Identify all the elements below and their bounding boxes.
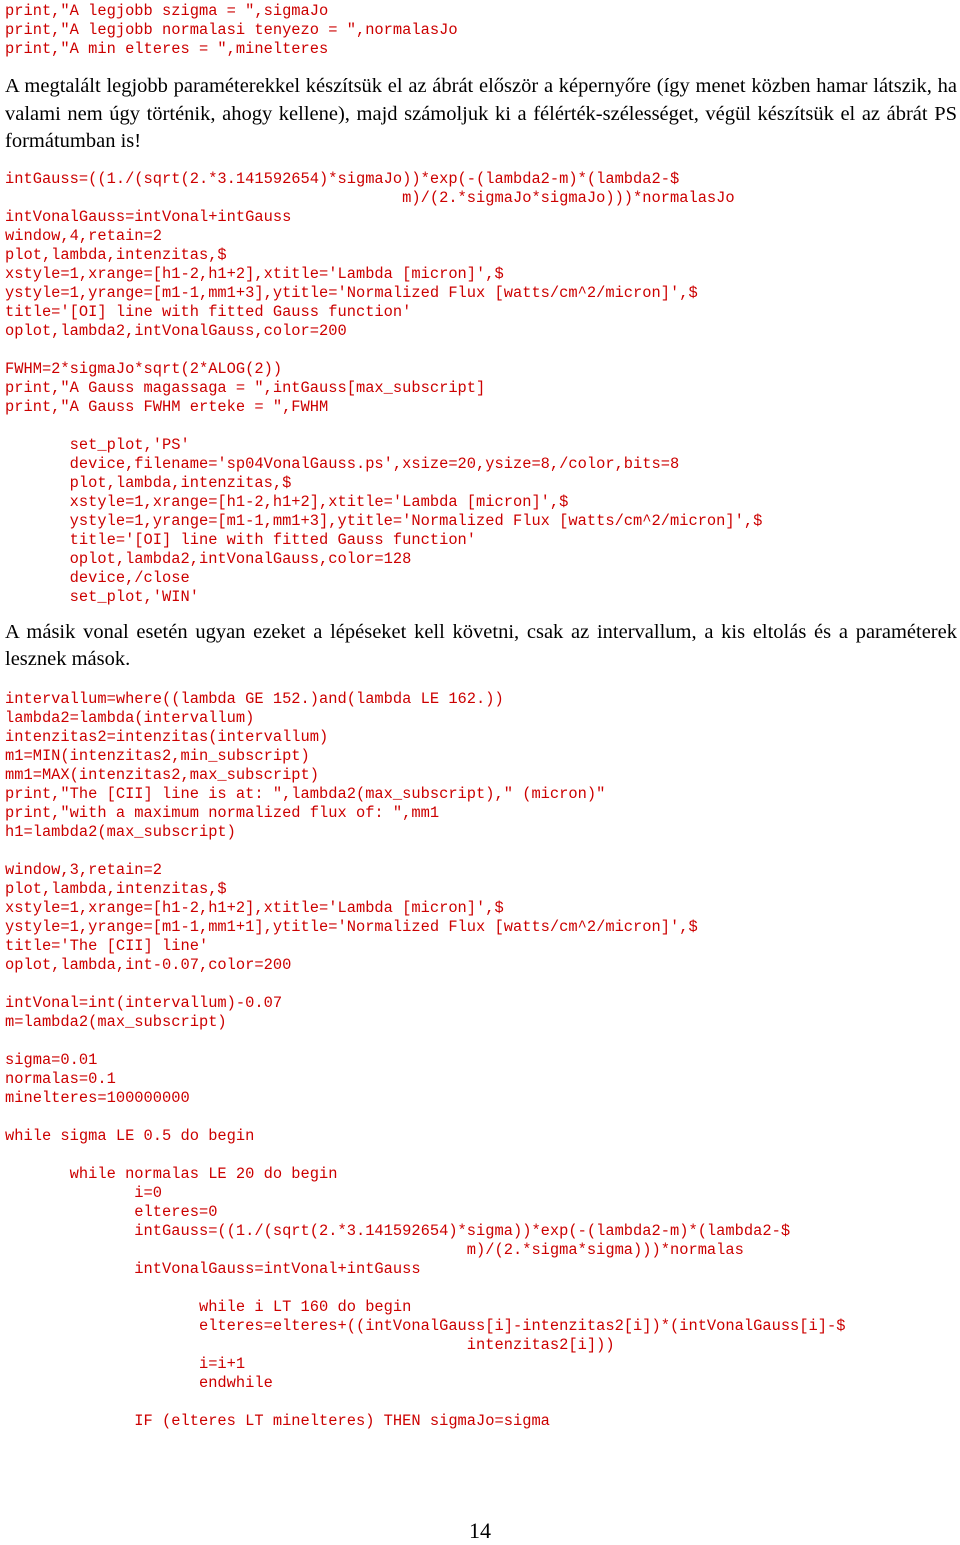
paragraph-other-line: A másik vonal esetén ugyan ezeket a lépéseket kell követni, csak az intervallum, a kis eltolás és a paraméterek lesznek mások.	[5, 620, 957, 670]
page-number: 14	[469, 1518, 491, 1543]
code-block-print-results: print,"A legjobb szigma = ",sigmaJo print,"A legjobb normalasi tenyezo = ",normalasJo print,"A min elteres = ",minelteres	[5, 2, 458, 58]
code-block-cii-fit: intervallum=where((lambda GE 152.)and(lambda LE 162.)) lambda2=lambda(intervallum) intenzitas2=intenzitas(intervallum) m1=MIN(intenzitas2,min_subscript) mm1=MAX(intenzitas2,max_subscript) print,"The [CII] line is at: ",lambda2(max_subscript)," (micron)" print,"with a maximum normalized flux of: ",mm1 h1=lambda2(max_subscript) window,3,retain=2 plot,lambda,intenzitas,$ xstyle=1,xrange=[h1-2,h1+2],xtitle='Lambda [micron]',$ ystyle=1,yrange=[m1-1,mm1+1],ytitle='Normalized Flux [watts/cm^2/micron]',$ title='The [CII] line' oplot,lambda,int-0.07,color=200 intVonal=int(intervallum)-0.07 m=lambda2(max_subscript) sigma=0.01 normalas=0.1 minelteres=100000000 while sigma LE 0.5 do begin while normalas LE 20 do begin i=0 elteres=0 intGauss=((1./(sqrt(2.*3.141592654)*sigma))*exp(-(lambda2-m)*(lambda2-$ m)/(2.*sigma*sigma)))*normalas intVonalGauss=intVonal+intGauss while i LT 160 do begin elteres=elteres+((intVonalGauss[i]-intenzitas2[i])*(intVonalGauss[i]-$ intenzitas2[i])) i=i+1 endwhile IF (elteres LT minelteres) THEN sigmaJo=sigma	[5, 689, 846, 1430]
document-page	[5, 2, 957, 1431]
paragraph-plot-instructions: A megtalált legjobb paraméterekkel készítsük el az ábrát először a képernyőre (így menet közben hamar látszik, ha valami nem úgy történik, ahogy kellene), majd számoljuk ki a félérték-szélességet, végül készítsük el az ábrát PS formátumban is!	[5, 75, 957, 152]
code-block-gauss-plot: intGauss=((1./(sqrt(2.*3.141592654)*sigmaJo))*exp(-(lambda2-m)*(lambda2-$ m)/(2.*sigmaJo*sigmaJo)))*normalasJo intVonalGauss=intVonal+intGauss window,4,retain=2 plot,lambda,intenzitas,$ xstyle=1,xrange=[h1-2,h1+2],xtitle='Lambda [micron]',$ ystyle=1,yrange=[m1-1,mm1+3],ytitle='Normalized Flux [watts/cm^2/micron]',$ title='[OI] line with fitted Gauss function' oplot,lambda2,intVonalGauss,color=200 FWHM=2*sigmaJo*sqrt(2*ALOG(2)) print,"A Gauss magassaga = ",intGauss[max_subscript] print,"A Gauss FWHM erteke = ",FWHM set_plot,'PS' device,filename='sp04VonalGauss.ps',xsize=20,ysize=8,/color,bits=8 plot,lambda,intenzitas,$ xstyle=1,xrange=[h1-2,h1+2],xtitle='Lambda [micron]',$ ystyle=1,yrange=[m1-1,mm1+3],ytitle='Normalized Flux [watts/cm^2/micron]',$ title='[OI] line with fitted Gauss function' oplot,lambda2,intVonalGauss,color=128 device,/close set_plot,'WIN'	[5, 169, 763, 606]
